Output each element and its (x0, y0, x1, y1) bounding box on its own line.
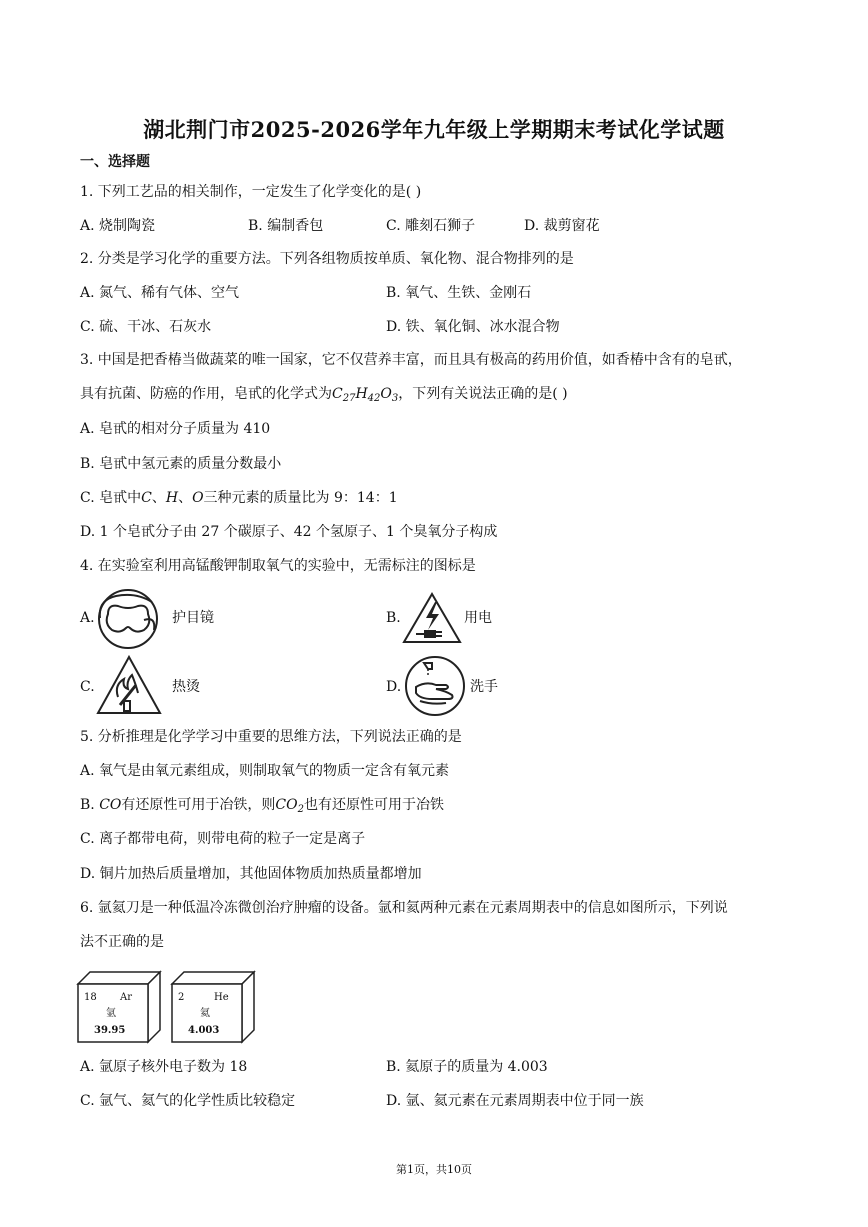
q4-option-b-letter: B. (386, 610, 401, 626)
q4-option-c-letter: C. (80, 679, 95, 695)
q3-option-c: C. 皂甙中C、H、O三种元素的质量比为 9：14：1 (80, 490, 398, 506)
q4-option-d-letter: D. (386, 679, 402, 695)
q1-option-a: A. 烧制陶瓷 (80, 218, 156, 234)
goggles-icon (96, 588, 162, 650)
q3-stem-line1: 3. 中国是把香椿当做蔬菜的唯一国家，它不仅营养丰富，而且具有极高的药用价值，如香椿中含有的皂甙， (80, 352, 742, 368)
page-title: 湖北荆门市2025-2026学年九年级上学期期末考试化学试题 (143, 117, 725, 142)
q6-option-b: B. 氦原子的质量为 4.003 (386, 1059, 548, 1075)
q3-option-d: D. 1 个皂甙分子由 27 个碳原子、42 个氢原子、1 个臭氧分子构成 (80, 524, 498, 540)
q6-stem-line2: 法不正确的是 (80, 934, 164, 950)
q1-option-d: D. 裁剪窗花 (524, 218, 600, 234)
q1-option-b: B. 编制香包 (248, 218, 324, 234)
argon-element-card (78, 972, 160, 1042)
q2-option-c: C. 硫、干冰、石灰水 (80, 319, 212, 335)
electricity-warning-icon (402, 592, 462, 644)
q2-option-b: B. 氧气、生铁、金刚石 (386, 285, 532, 301)
q6-option-c: C. 氩气、氦气的化学性质比较稳定 (80, 1093, 296, 1109)
helium-mass: 4.003 (188, 1025, 220, 1036)
q6-option-d: D. 氩、氦元素在元素周期表中位于同一族 (386, 1093, 644, 1109)
page-footer: 第1页，共10页 (396, 1163, 472, 1176)
helium-symbol: He (214, 992, 229, 1003)
q4-option-b-label: 用电 (464, 610, 492, 626)
q2-stem: 2. 分类是学习化学的重要方法。下列各组物质按单质、氧化物、混合物排列的是 (80, 251, 574, 267)
helium-name: 氦 (200, 1008, 210, 1019)
q6-option-a: A. 氩原子核外电子数为 18 (80, 1059, 248, 1075)
q4-option-a-label: 护目镜 (172, 610, 214, 626)
section-heading: 一、选择题 (80, 154, 150, 170)
argon-mass: 39.95 (94, 1025, 126, 1036)
q3-stem-line2: 具有抗菌、防癌的作用，皂甙的化学式为$C_{27}H_{42}O_3$，下列有关说法正确的是( ) (80, 386, 568, 404)
argon-name: 氩 (106, 1008, 116, 1019)
q4-option-d-label: 洗手 (470, 679, 498, 695)
argon-symbol: Ar (120, 992, 133, 1003)
helium-element-card (172, 972, 254, 1042)
q2-option-a: A. 氮气、稀有气体、空气 (80, 285, 240, 301)
q2-option-d: D. 铁、氧化铜、冰水混合物 (386, 319, 560, 335)
formula: $C_{27}H_{42}O_3$ (332, 386, 399, 404)
wash-hands-icon (402, 655, 468, 717)
q4-option-a-letter: A. (80, 610, 95, 626)
q4-option-c-label: 热烫 (172, 679, 200, 695)
argon-number: 18 (84, 992, 97, 1003)
q3-option-b: B. 皂甙中氢元素的质量分数最小 (80, 456, 282, 472)
q3-option-a: A. 皂甙的相对分子质量为 410 (80, 421, 271, 437)
q1-stem: 1. 下列工艺品的相关制作，一定发生了化学变化的是( ) (80, 184, 422, 200)
q5-option-b: B. CO有还原性可用于冶铁，则$CO_2$也有还原性可用于冶铁 (80, 797, 444, 815)
helium-number: 2 (178, 992, 185, 1003)
q4-stem: 4. 在实验室利用高锰酸钾制取氧气的实验中，无需标注的图标是 (80, 558, 476, 574)
q1-option-c: C. 雕刻石狮子 (386, 218, 476, 234)
q5-option-d: D. 铜片加热后质量增加，其他固体物质加热质量都增加 (80, 866, 422, 882)
q6-stem-line1: 6. 氩氦刀是一种低温冷冻微创治疗肿瘤的设备。氩和氦两种元素在元素周期表中的信息如图所示，下列说 (80, 900, 728, 916)
q5-stem: 5. 分析推理是化学学习中重要的思维方法，下列说法正确的是 (80, 729, 462, 745)
hot-surface-icon (96, 655, 162, 717)
q5-option-a: A. 氧气是由氧元素组成，则制取氧气的物质一定含有氧元素 (80, 763, 450, 779)
q5-option-c: C. 离子都带电荷，则带电荷的粒子一定是离子 (80, 831, 366, 847)
